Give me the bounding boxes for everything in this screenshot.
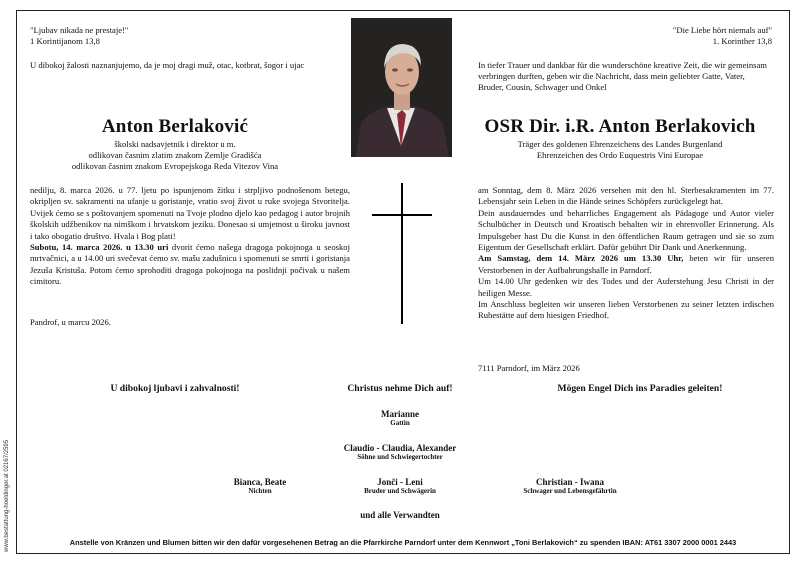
left-body (30, 185, 350, 288)
family-member-role: Bruder und Schwägerin (364, 487, 436, 495)
cross-horizontal (372, 214, 432, 216)
left-title-line: odlikovan časnim zlatim znakom Zemlje Gradišća (88, 150, 262, 160)
family-member-role: Nichten (248, 487, 272, 495)
family-member-role: Gattin (390, 419, 410, 427)
family-member-name: Christian - Iwana (535, 477, 604, 487)
headline-left: U dibokoj ljubavi i zahvalnosti! (110, 383, 240, 394)
left-quote-ref: 1 Korintijanom 13,8 (30, 36, 100, 46)
right-body-1: am Sonntag, dem 8. März 2026 versehen mit den hl. Sterbesakramenten im 77. Lebensjahr sein Leben in die Hände seines Schöpfers zurückgelegt hat. (478, 185, 774, 207)
family-member-name: Bianca, Beate (233, 477, 287, 487)
left-title-line: odlikovan časnim znakom Evropejskoga Reda Vitezov Vina (71, 161, 279, 171)
cross-vertical (401, 183, 403, 324)
family-christian (480, 477, 660, 495)
right-place-date: 7111 Parndorf, im März 2026 (478, 363, 580, 373)
portrait-illustration (351, 18, 452, 157)
left-quote-block (30, 25, 230, 47)
right-deceased-name: OSR Dir. i.R. Anton Berlakovich (484, 116, 756, 137)
left-titles (30, 139, 320, 172)
right-intro: In tiefer Trauer und dankbar für die wunderschöne kreative Zeit, die wir gemeinsam verbringen durften, geben wir die Nachricht, dass mein geliebter Gatte, Vater, Bruder, Cousin, Schwager und Onkel (478, 60, 767, 92)
family-children (290, 443, 510, 461)
right-quote-block (560, 25, 772, 47)
family-others: und alle Verwandten (360, 510, 440, 520)
left-quote: "Ljubav nikada ne prestaje!" (30, 25, 129, 35)
right-title-line: Träger des goldenen Ehrenzeichens des Landes Burgenland (517, 139, 723, 149)
right-title-line: Ehrenzeichen des Ordo Euquestris Vini Europae (536, 150, 704, 160)
family-member-name: Claudio - Claudia, Alexander (343, 443, 457, 453)
family-jonci (320, 477, 480, 495)
left-deceased-name: Anton Berlaković (101, 116, 249, 137)
headline-right: Mögen Engel Dich ins Paradies geleiten! (557, 383, 723, 394)
left-body-2: dvorit ćemo našega dragoga pokojnoga u seoskoj mrtvačnici, a u 14.00 uri svečevat ćemo sv. mašu zadušnicu i spomenuti se smrti i goristanja Jezuša Kristuša. Potom ćemo sprohoditi dragoga pokojnoga na poslidnji počivak u našem cimitoru. (30, 242, 350, 287)
right-body (478, 185, 774, 322)
right-body-5: Im Anschluss begleiten wir unseren lieben Verstorbenen zu seiner letzten irdischen Ruhestätte auf dem hiesigen Friedhof. (478, 299, 774, 321)
family-member-role: Söhne und Schwiegertochter (357, 453, 443, 461)
right-body-2: Dein ausdauerndes und beharrliches Engagement als Pädagoge und Autor vieler Schulbücher in Deutsch und Kroatisch behalten wir in ehrenvoller Erinnerung. Als Impulsgeber hast Du die Kunst in den öffentlichen Raum getragen und sie so zum Eigentum der Gesellschaft erklärt. Dafür gebührt Dir Dank und Anerkennung. (478, 207, 774, 253)
family-member-name: Jonči - Leni (377, 477, 423, 487)
right-titles (460, 139, 780, 161)
family-marianne (300, 409, 500, 427)
right-body-3-bold: Am Samstag, dem 14. März 2026 um 13.30 Uhr, (478, 253, 684, 264)
family-member-role: Schwager und Lebensgefährtin (523, 487, 617, 495)
left-body-1: nedilju, 8. marca 2026. u 77. ljetu po ispunjenom žitku i strpljivo podnošenom betegu, okripljen sv. sakramenti na ufanje u goristanje, vratio svoj život u ruke svojega Stvoritelja. Uvijek ćemo se s poštovanjem spomenuti na Tvoje plodno djelo kao pedagog i autor brojnih školskih udžbenikov na nimškom i hrvatskom jeziku. Donesao si umjetnost u široku javnost i tako obogatio društvo. Hvala i Bog plati! (30, 185, 350, 241)
family-bianca (190, 477, 330, 495)
right-body-3: beten wir für unseren Verstorbenen in der Aufbahrungshalle in Parndorf. (478, 253, 774, 275)
left-intro: U dibokoj žalosti naznanjujemo, da je moj dragi muž, otac, kotbrat, šogor i ujac (30, 60, 305, 70)
right-body-4: Um 14.00 Uhr gedenken wir des Todes und der Auferstehung Jesu Christi in der heiligen Messe. (478, 276, 774, 298)
right-quote: "Die Liebe hört niemals auf" (672, 25, 772, 35)
left-body-2-bold: Subotu, 14. marca 2026. u 13.30 uri (30, 242, 169, 253)
donation-footer: Anstelle von Kränzen und Blumen bitten wir den dafür vorgesehenen Betrag an die Pfarrkirche Parndorf unter dem Kennwort „Toni Berlakovich“ zu spenden IBAN: AT61 3307 2000 0001 2443 (69, 538, 737, 547)
left-place-date: Pandrof, u marcu 2026. (30, 317, 111, 327)
side-credit: www.bestattung-hoeldinger.at 02167/2595 (4, 439, 10, 552)
portrait-photo (351, 18, 452, 157)
headline-center: Christus nehme Dich auf! (347, 383, 453, 394)
right-quote-ref: 1. Korinther 13,8 (712, 36, 772, 46)
left-title-line: školski nadsavjetnik i direktor u m. (114, 139, 236, 149)
family-member-name: Marianne (381, 409, 419, 419)
